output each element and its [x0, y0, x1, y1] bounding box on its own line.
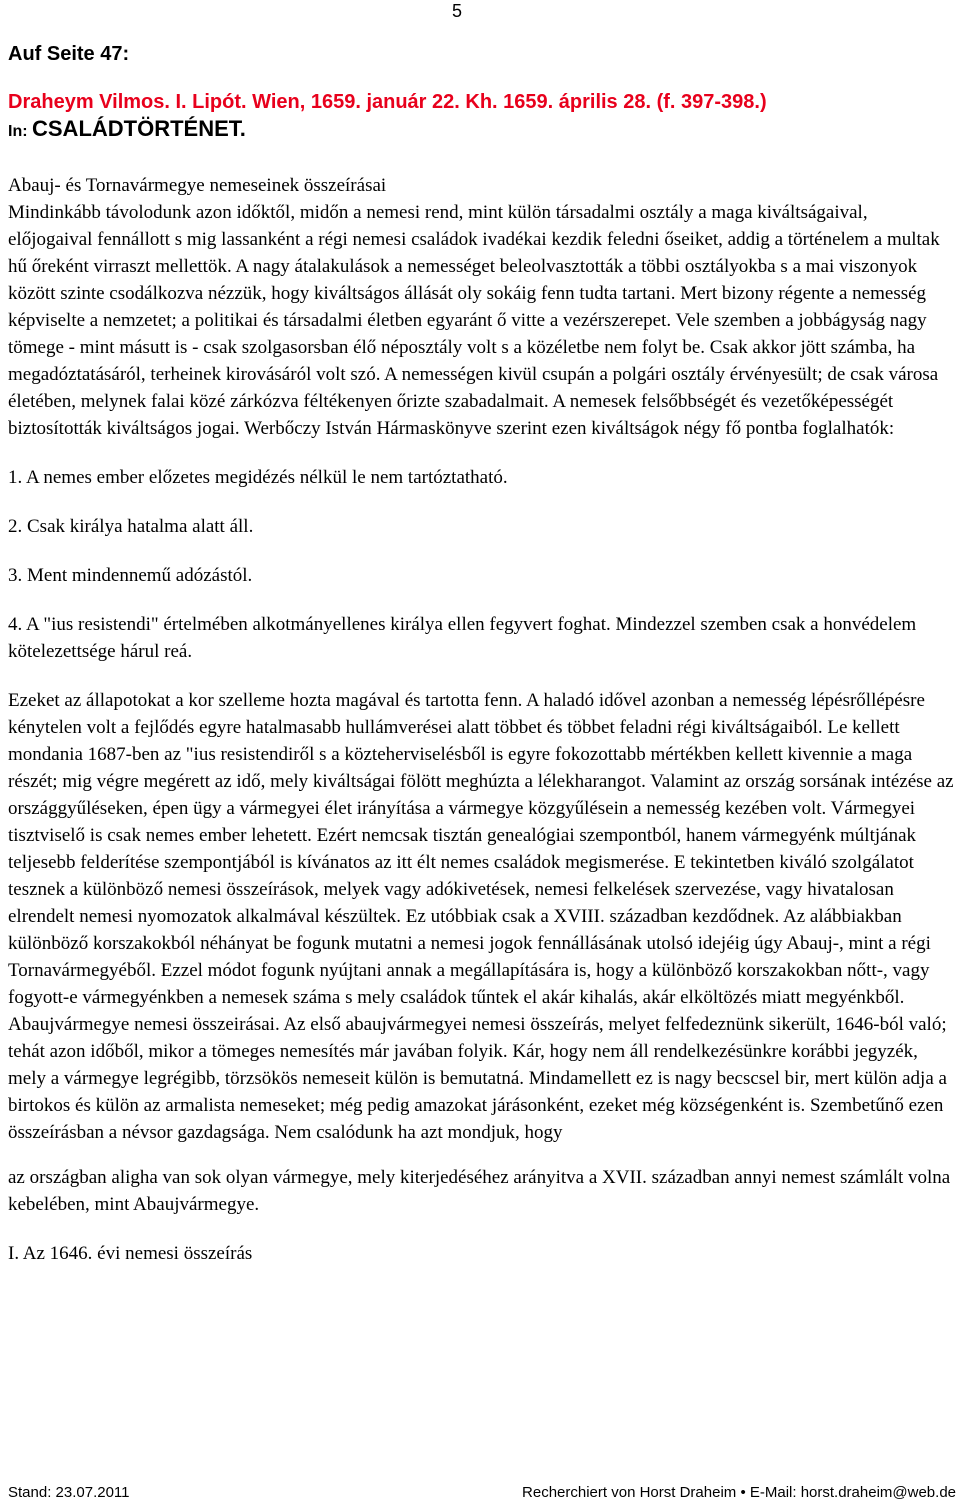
paragraph-history: Ezeket az állapotokat a kor szelleme hozta magával és tartotta fenn. A haladó idővel azonban a nemesség lépésrőllépésre kénytelen volt a fejlődés egyre hatalmasabb hullámverései alatt többet és többet feladni régi kiváltságaiból. Le kellett mondania 1687-ben az "ius resistendiről s a közteherviselésből is egyre fokozottabb mértékben kellett kivennie a maga részét; mig végre megérett az idő, mely kiváltságai fölött meghúzta a lélekharangot. Valamint az ország sorsának intézése az országgyűléseken, épen ügy a vármegyei élet irányítása a vármegye közgyűlésein a nemesség kezében volt. Vármegyei tisztviselő is csak nemes ember lehetett. Ezért nemcsak tisztán genealógiai szempontból, hanem vármegyénk múltjának teljesebb felderítése szempontjából is kívánatos az itt élt nemes családok megismerése. E tekintetben kiváló szolgálatot tesznek a különböző nemesi összeírások, melyek vagy adókivetések, nemesi felkelések szervezése, vagy hivatalosan elrendelt nemesi nyomozatok alkalmával készültek. Ez utóbbiak csak a XVIII. században kezdődnek. Az alábbiakban különböző korszakokból néhányat be fogunk mutatni a nemesi jogok fennállásának utolsó idejéig úgy Abauj-, mint a régi Tornavármegyéből. Ezzel módot fogunk nyújtani annak a megállapítására is, hogy a különböző korszakokban nőtt-, vagy fogyott-e vármegyénkben a nemesek száma s mely családok tűntek el akár kihalás, akár elköltözés miatt megyénkből. Abaujvármegye nemesi összeirásai. Az első abaujvármegyei nemesi összeírás, melyet felfedeznünk sikerült, 1646-ból való; tehát azon időből, mikor a tömeges nemesítés már javában folyik. Kár, hogy nem áll rendelkezésünkre korábbi jegyzék, mely a vármegye legrégibb, törzsökös nemeseit külön is bemutatná. Mindamellett ez is nagy becscsel bir, mert külön adja a birtokos és külön az armalista nemeseket; még pedig amazokat járásonként, ezeket még községenként is. Szembetűnő ezen összeírásban a névsor gazdagsága. Nem csalódunk ha azt mondjuk, hogy [8, 690, 954, 1143]
page-number: 5 [452, 1, 463, 21]
page-footer [8, 1484, 956, 1502]
paragraph-continuation: az országban aligha van sok olyan vármegye, mely kiterjedéséhez arányitva a XVII. században annyi nemest számlált volna kebelében, mint Abaujvármegye. [8, 1167, 951, 1215]
paragraph-intro: Mindinkább távolodunk azon időktől, midőn a nemesi rend, mint külön társadalmi osztály a maga kiváltságaival, előjogaival fennállott s mig lassanként a régi nemesi családok ivadékai kezdik feledni őseiket, addig a történelem a multak hű őreként virraszt mellettök. A nagy átalakulások a nemességet beleolvasztották a többi osztályokba s a mai viszonyok között szinte csodálkozva nézzük, hogy kiváltságos állását oly sokáig fenn tudta tartani. Mert bizony régente a nemesség képviselte a nemzetet; a politikai és társadalmi életben egyaránt ő vitte a vezérszerepet. Vele szemben a jobbágyság nagy tömege - mint másutt is - csak szolgasorsban élő néposztály volt s a közéletbe nem folyt be. Csak akkor jött számba, ha megadóztatásáról, terheinek kirovásáról volt szó. A nemességen kivül csupán a polgári osztály érvényesült; de csak városa életében, melynek falai közé zárkózva féltékenyen őrizte szabadalmait. A nemesek felsőbbségét és vezetőképességét biztosították kiváltságos jogai. Werbőczy István Hármaskönyve szerint ezen kiváltságok négy fő pontba foglalhatók: [8, 202, 940, 439]
article-body [8, 172, 956, 1267]
footer-date: Stand: 23.07.2011 [8, 1484, 130, 1501]
source-prefix: In: [8, 123, 32, 140]
footer-credit: Recherchiert von Horst Draheim • E-Mail: horst.draheim@web.de [522, 1484, 956, 1501]
section-heading: I. Az 1646. évi nemesi összeírás [8, 1243, 253, 1264]
list-item-1: 1. A nemes ember előzetes megidézés nélkül le nem tartóztatható. [8, 467, 508, 488]
list-item-2: 2. Csak királya hatalma alatt áll. [8, 516, 254, 537]
article-heading: Abauj- és Tornavármegye nemeseinek összeírásai [8, 175, 387, 196]
citation-reference: Draheym Vilmos. I. Lipót. Wien, 1659. január 22. Kh. 1659. április 28. (f. 397-398.) [8, 91, 767, 113]
list-item-4: 4. A "ius resistendi" értelmében alkotmányellenes királya ellen fegyvert foghat. Mindezzel szemben csak a honvédelem kötelezettsége hárul reá. [8, 614, 917, 662]
source-line [8, 116, 952, 142]
page-reference: Auf Seite 47: [8, 43, 130, 65]
source-title: CSALÁDTÖRTÉNET. [32, 116, 246, 141]
list-item-3: 3. Ment mindennemű adózástól. [8, 565, 253, 586]
document-header [8, 40, 952, 142]
